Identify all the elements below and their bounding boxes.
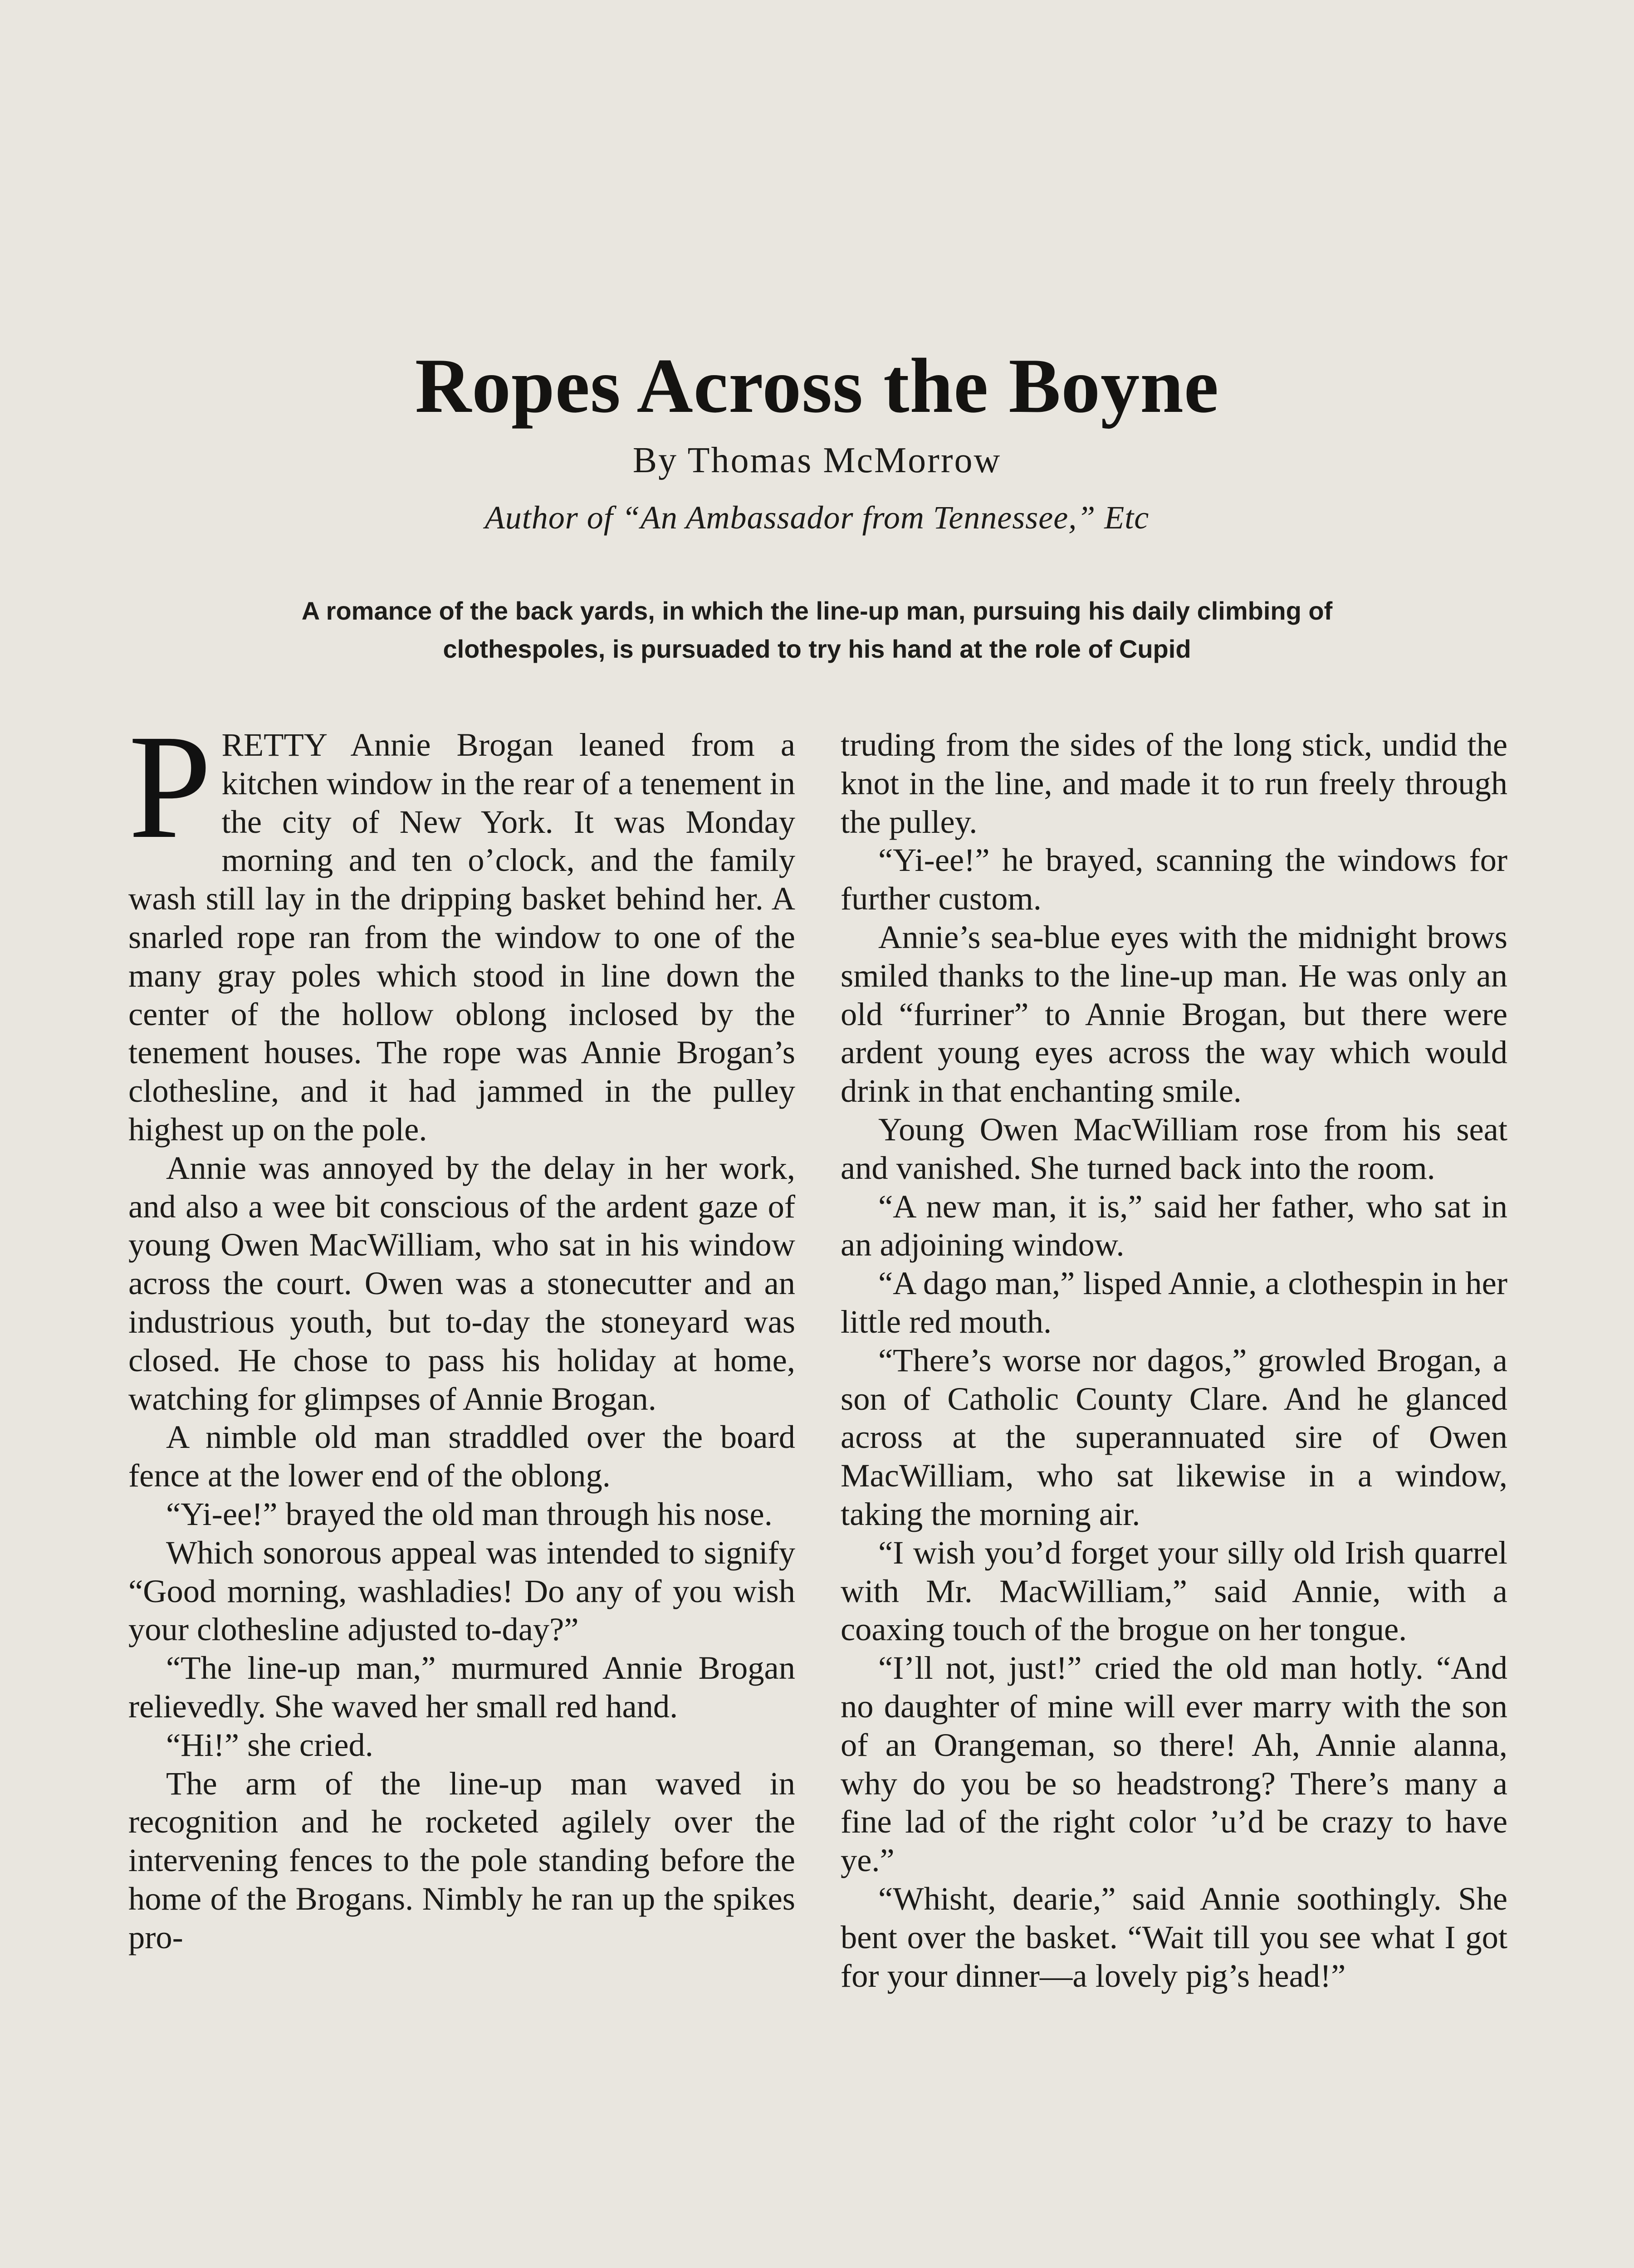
paragraph: “A new man, it is,” said her father, who sat in an adjoining window. bbox=[841, 1188, 1507, 1263]
paragraph: Annie’s sea-blue eyes with the midnight brows smiled thanks to the line-up man. He was only an old “furriner” to Annie Brogan, but there were ardent young eyes across the way which would drink in that enchanting smile. bbox=[841, 918, 1507, 1110]
byline: By Thomas McMorrow bbox=[632, 440, 1002, 480]
right-column bbox=[841, 726, 1507, 1995]
paragraph: “I’ll not, just!” cried the old man hotly. “And no daughter of mine will ever marry with the son of an Orangeman, so there! Ah, Annie alanna, why do you be so headstrong? There’s many a fine lad of the right color ’u’d be crazy to have ye.” bbox=[841, 1649, 1507, 1879]
paragraph: A nimble old man straddled over the board fence at the lower end of the oblong. bbox=[128, 1418, 795, 1494]
paragraph: “Yi-ee!” brayed the old man through his nose. bbox=[166, 1495, 773, 1532]
paragraph: “Yi-ee!” he brayed, scanning the windows for further custom. bbox=[841, 841, 1507, 917]
paragraph: “A dago man,” lisped Annie, a clothespin in her little red mouth. bbox=[841, 1265, 1507, 1340]
drop-cap: P bbox=[128, 704, 212, 870]
story-title: Ropes Across the Boyne bbox=[415, 343, 1219, 430]
paragraph-text: RETTY Annie Brogan leaned from a kitchen window in the rear of a tenement in the city of New York. It was Monday morning and ten o’clock, and the family wash still lay in the dripping basket behind her. A snarled rope ran from the window to one of the many gray poles which stood in line down the center of the hollow oblong inclosed by the tenement houses. The rope was Annie Brogan’s clothesline, and it had jammed in the pulley highest up on the pole. bbox=[128, 726, 795, 1148]
paragraph: “I wish you’d forget your silly old Irish quarrel with Mr. MacWilliam,” said Annie, with a coaxing touch of the brogue on her tongue. bbox=[841, 1534, 1507, 1648]
paragraph: “Hi!” she cried. bbox=[166, 1726, 373, 1763]
paragraph: Annie was annoyed by the delay in her work, and also a wee bit conscious of the ardent gaze of young Owen MacWilliam, who sat in his window across the court. Owen was a stonecutter and an industrious youth, but to-day the stoneyard was closed. He chose to pass his holiday at home, watching for glimpses of Annie Brogan. bbox=[128, 1149, 795, 1417]
paragraph: truding from the sides of the long stick, undid the knot in the line, and made it to run freely through the pulley. bbox=[841, 726, 1507, 840]
paragraph: “Whisht, dearie,” said Annie soothingly. She bent over the basket. “Wait till you see what I got for your dinner—a lovely pig’s head!” bbox=[841, 1880, 1507, 1994]
story-blurb: A romance of the back yards, in which the line-up man, pursuing his daily climbing of clothespoles, is pursuaded to try his hand at the role of Cupid bbox=[301, 596, 1333, 663]
paragraph bbox=[128, 704, 795, 1149]
paragraph: The arm of the line-up man waved in recognition and he rocketed agilely over the intervening fences to the pole standing before the home of the Brogans. Nimbly he ran up the spikes pro- bbox=[128, 1765, 795, 1955]
paragraph: Young Owen MacWilliam rose from his seat and vanished. She turned back into the room. bbox=[841, 1110, 1507, 1186]
author-credits: Author of “An Ambassador from Tennessee,” Etc bbox=[484, 499, 1150, 536]
left-column bbox=[128, 704, 795, 1957]
paragraph: “There’s worse nor dagos,” growled Brogan, a son of Catholic County Clare. And he glanced across at the superannuated sire of Owen MacWilliam, who sat likewise in a window, taking the morning air. bbox=[841, 1341, 1507, 1532]
paragraph: Which sonorous appeal was intended to signify “Good morning, washladies! Do any of you wish your clothesline adjusted to-day?” bbox=[128, 1534, 795, 1648]
paragraph: “The line-up man,” murmured Annie Brogan relievedly. She waved her small red hand. bbox=[128, 1649, 795, 1725]
